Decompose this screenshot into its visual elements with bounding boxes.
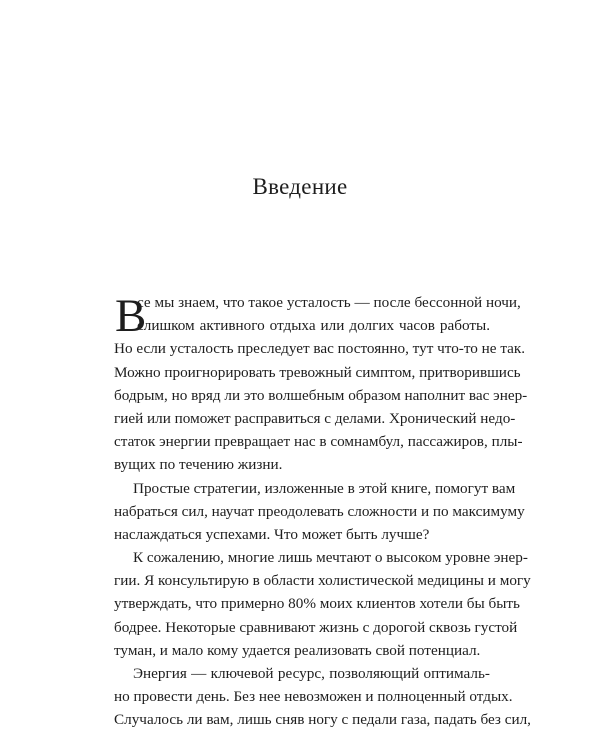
paragraph [114,477,525,547]
chapter-title: Введение [252,174,348,199]
text-line: гией или поможет расправиться с делами. Хронический недо- [114,409,516,427]
text-line: бодрым, но вряд ли это волшебным образом наполнит вас энер- [114,386,528,404]
drop-cap: В [115,290,147,342]
text-line: но провести день. Без нее невозможен и полноценный отдых. [114,688,513,706]
body-text [114,290,531,732]
text-line: Но если усталость преследует вас постоянно, тут что-то не так. [114,340,526,358]
text-line: К сожалению, многие лишь мечтают о высоком уровне энер- [133,549,528,567]
text-line: Случалось ли вам, лишь сняв ногу с педали газа, падать без сил, [114,711,531,729]
text-line: утверждать, что примерно 80% моих клиентов хотели бы быть [114,595,520,613]
text-line: бодрее. Некоторые сравнивают жизнь с дорогой сквозь густой [114,618,518,636]
paragraph [114,662,531,732]
text-line: наслаждаться успехами. Что может быть лучше? [114,525,430,543]
text-line: слишком активного отдыха или долгих часов работы. [137,317,490,335]
text-line: набраться сил, научат преодолевать сложности и по максимуму [114,502,525,520]
paragraph [114,546,531,662]
text-line: се мы знаем, что такое усталость — после бессонной ночи, [137,294,521,311]
text-line: Энергия — ключевой ресурс, позволяющий оптималь- [133,665,490,682]
text-line: Простые стратегии, изложенные в этой книге, помогут вам [133,479,516,497]
text-line: туман, и мало кому удается реализовать свой потенциал. [114,641,481,659]
text-line: Можно проигнорировать тревожный симптом, притворившись [114,363,521,381]
text-line: гии. Я консультирую в области холистической медицины и могу [114,572,531,590]
text-line: статок энергии превращает нас в сомнамбул, пассажиров, плы- [114,433,523,451]
text-line: вущих по течению жизни. [114,456,283,474]
paragraph [114,291,528,477]
